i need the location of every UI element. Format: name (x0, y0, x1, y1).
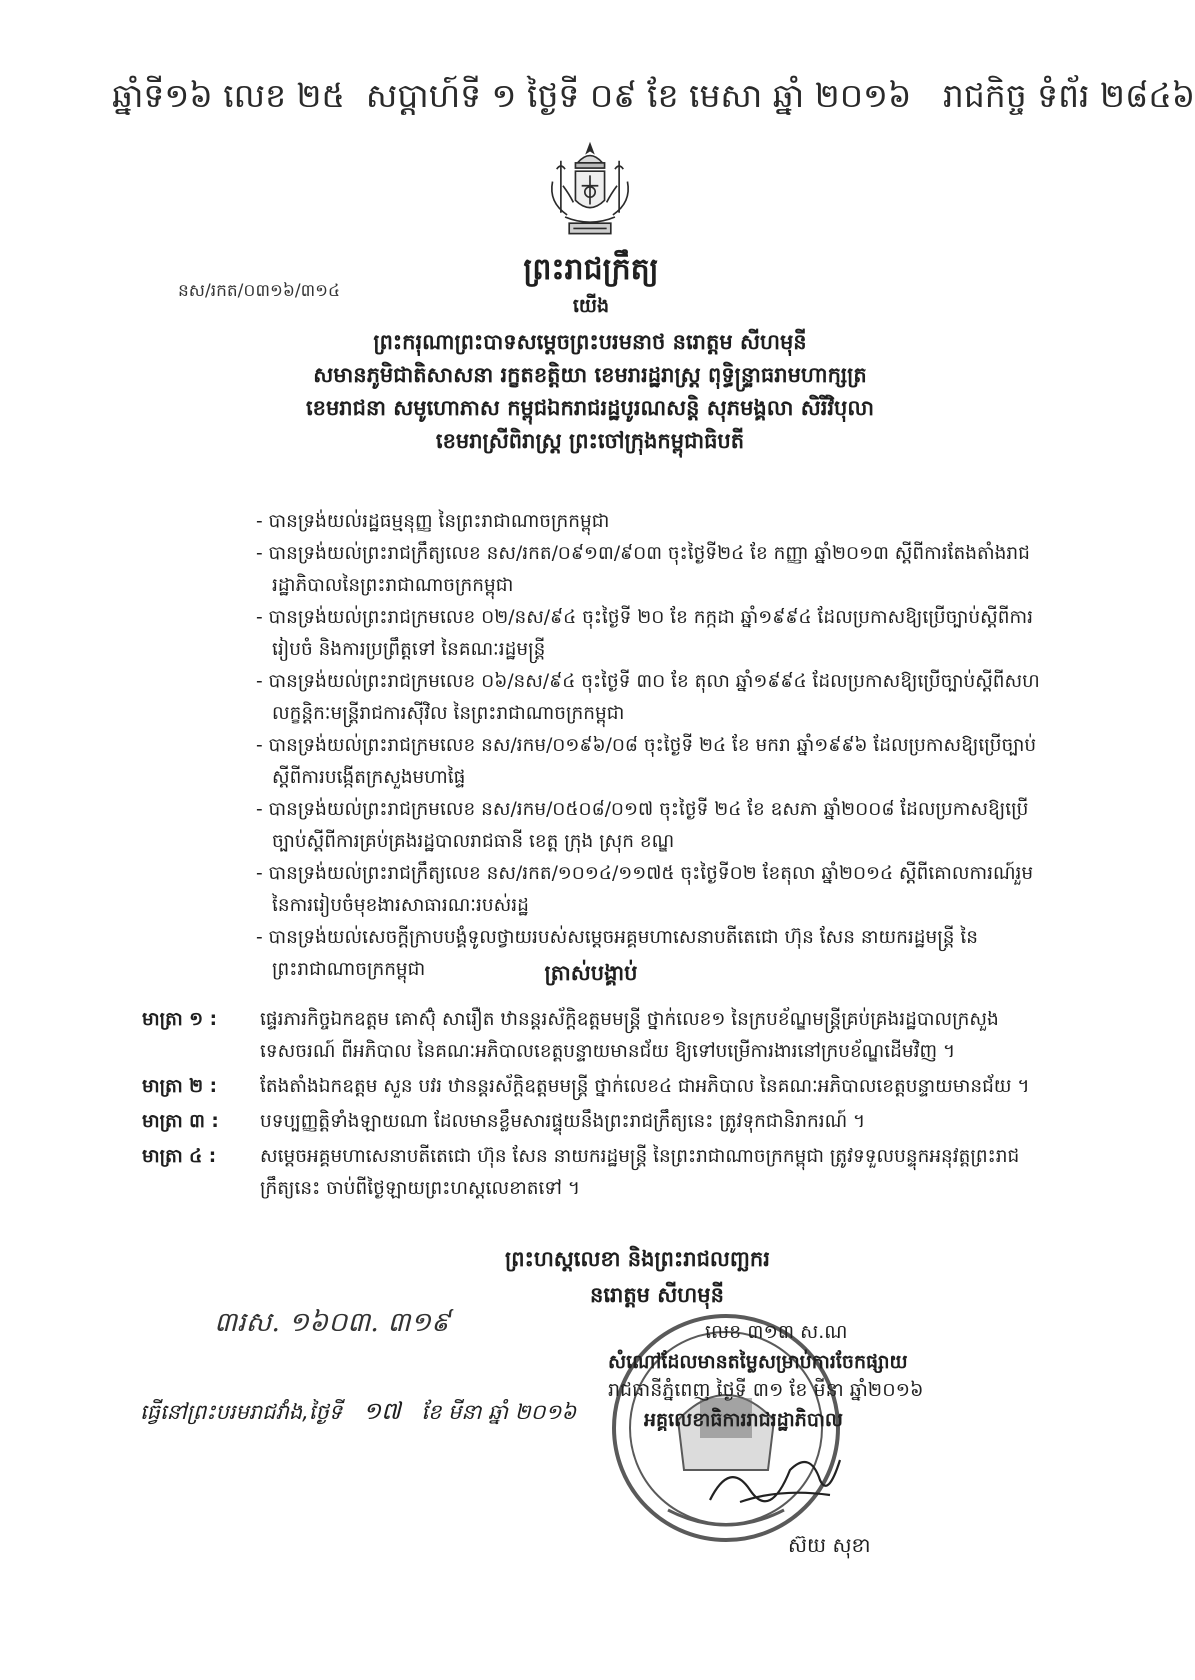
consideration-item: - បានទ្រង់យល់សេចក្តីក្រាបបង្គំទូលថ្វាយរបស់សម្តេចអគ្គមហាសេនាបតីតេជោ ហ៊ុន សែន នាយករដ្ឋមន្ត្រី នៃព្រះរាជាណាចក្រកម្ពុជា (256, 927, 978, 980)
place-date-day: ១៧ (362, 1397, 401, 1425)
gazette-header-line: ឆ្នាំទី១៦ លេខ ២៥ សប្តាហ៍ទី ១ ថ្ងៃទី ០៩ ខែ មេសា ឆ្នាំ ២០១៦ រាជកិច្ច ទំព័រ ២៨៤៦ (112, 76, 1195, 115)
consideration-item: - បានទ្រង់យល់រដ្ឋធម្មនុញ្ញ នៃព្រះរាជាណាចក្រកម្ពុជា (256, 511, 610, 532)
article-text: ផ្ទេរភារកិច្ចឯកឧត្តម គោស៊ុំ សារឿត ឋានន្តរស័ក្តិឧត្តមមន្ត្រី ថ្នាក់លេខ១ នៃក្របខ័ណ្ឌមន្ត្រីគ្រប់គ្រងរដ្ឋបាលក្រសួងទេសចរណ៍ ពីអភិបាល នៃគណៈអភិបាលខេត្តបន្ទាយមានជ័យ ឱ្យទៅបម្រើការងារនៅក្របខ័ណ្ឌដើមវិញ ។ (260, 1009, 999, 1062)
article-3 (142, 1106, 1034, 1138)
royal-title-line: ខេមរាជនា សមូហោភាស កម្ពុជឯករាជរដ្ឋបូរណសន្តិ សុភមង្គលា សិរីវិបុលា (305, 396, 875, 420)
decree-reference-number: នស/រកត/០៣១៦/៣១៤ (178, 281, 341, 301)
article-4 (142, 1141, 1034, 1205)
consideration-item: - បានទ្រង់យល់ព្រះរាជក្រមលេខ ០៦/នស/៩៤ ចុះថ្ងៃទី ៣០ ខែ តុលា ឆ្នាំ១៩៩៤ ដែលប្រកាសឱ្យប្រើច្បាប់ស្តីពីសហលក្ខន្តិកៈមន្ត្រីរាជការស៊ីវិល នៃព្រះរាជាណាចក្រកម្ពុជា (256, 671, 1040, 724)
royal-title-line: ព្រះករុណាព្រះបាទសម្តេចព្រះបរមនាថ នរោត្តម សីហមុនី (373, 330, 807, 354)
consideration-item: - បានទ្រង់យល់ព្រះរាជក្រមលេខ នស/រកម/០១៩៦/០៨ ចុះថ្ងៃទី ២៤ ខែ មករា ឆ្នាំ១៩៩៦ ដែលប្រកាសឱ្យប្រើច្បាប់ស្តីពីការបង្កើតក្រសួងមហាផ្ទៃ (256, 735, 1037, 788)
place-date-prefix: ធ្វើនៅព្រះបរមរាជវាំង,ថ្ងៃទី (140, 1400, 343, 1424)
article-label: មាត្រា ២ : (142, 1076, 218, 1097)
article-label: មាត្រា ១ : (142, 1009, 218, 1030)
articles-list (142, 1004, 1034, 1208)
royal-title-line: ខេមរាស្រីពិរាស្ត្រ ព្រះចៅក្រុងកម្ពុជាធិបតី (435, 429, 745, 453)
place-and-date (140, 1396, 576, 1431)
royal-arms-emblem-icon (538, 140, 642, 244)
command-heading: ត្រាស់បង្គាប់ (544, 961, 638, 985)
handwritten-registration-number: ៣រស. ១៦០៣. ៣១៩ (214, 1307, 451, 1338)
article-1 (142, 1004, 1034, 1068)
royal-signature-caption: ព្រះហស្តលេខា និងព្រះរាជលញ្ឆករ (505, 1247, 770, 1271)
article-text: តែងតាំងឯកឧត្តម សួន បវរ ឋានន្តរស័ក្តិឧត្តមមន្ត្រី ថ្នាក់លេខ៤ ជាអភិបាល នៃគណៈអភិបាលខេត្តបន្ទាយមានជ័យ ។ (260, 1076, 1030, 1097)
certified-copy-number: លេខ ៣១៣ ស.ណ (705, 1321, 848, 1343)
royal-titles-block (150, 326, 1030, 458)
place-date-suffix: ខែ មីនា ឆ្នាំ ២០១៦ (421, 1400, 577, 1424)
royal-signature-name: នរោត្តម សីហមុនី (590, 1283, 724, 1307)
royal-title-line: សមានភូមិជាតិសាសនា រក្ខតខត្តិយា ខេមរារដ្ឋរាស្ត្រ ពុទ្ធិន្ទ្រាធរាមហាក្សត្រ (313, 363, 867, 387)
handwritten-signature-icon (700, 1440, 850, 1520)
consideration-item: - បានទ្រង់យល់ព្រះរាជក្រឹត្យលេខ នស/រកត/១០១៤/១១៧៥ ចុះថ្ងៃទី០២ ខែតុលា ឆ្នាំ២០១៤ ស្តីពីគោលការណ៍រួមនៃការរៀបចំមុខងារសាធារណៈរបស់រដ្ឋ (256, 863, 1034, 916)
consideration-item: - បានទ្រង់យល់ព្រះរាជក្រឹត្យលេខ នស/រកត/០៩១៣/៩០៣ ចុះថ្ងៃទី២៤ ខែ កញ្ញា ឆ្នាំ២០១៣ ស្តីពីការតែងតាំងរាជរដ្ឋាភិបាលនៃព្រះរាជាណាចក្រកម្ពុជា (256, 543, 1030, 596)
article-text: សម្តេចអគ្គមហាសេនាបតីតេជោ ហ៊ុន សែន នាយករដ្ឋមន្ត្រី នៃព្រះរាជាណាចក្រកម្ពុជា ត្រូវទទួលបន្ទុកអនុវត្តព្រះរាជក្រឹត្យនេះ ចាប់ពីថ្ងៃឡាយព្រះហស្តលេខាតទៅ ។ (260, 1146, 1020, 1199)
article-label: មាត្រា ៣ : (142, 1111, 219, 1132)
consideration-item: - បានទ្រង់យល់ព្រះរាជក្រមលេខ ០២/នស/៩៤ ចុះថ្ងៃទី ២០ ខែ កក្កដា ឆ្នាំ១៩៩៤ ដែលប្រកាសឱ្យប្រើច្បាប់ស្តីពីការរៀបចំ និងការប្រព្រឹត្តទៅ នៃគណៈរដ្ឋមន្ត្រី (256, 607, 1034, 660)
article-2 (142, 1071, 1034, 1103)
article-text: បទប្បញ្ញត្តិទាំងឡាយណា ដែលមានខ្លឹមសារផ្ទុយនឹងព្រះរាជក្រឹត្យនេះ ត្រូវទុកជានិរាករណ៍ ។ (260, 1111, 866, 1132)
article-label: មាត្រា ៤ : (142, 1146, 217, 1167)
document-title: ព្រះរាជក្រឹត្យ (523, 252, 659, 287)
consideration-item: - បានទ្រង់យល់ព្រះរាជក្រមលេខ នស/រកម/០៥០៨/០១៧ ចុះថ្ងៃទី ២៤ ខែ ឧសភា ឆ្នាំ២០០៨ ដែលប្រកាសឱ្យប្រើច្បាប់ស្តីពីការគ្រប់គ្រងរដ្ឋបាលរាជធានី ខេត្ត ក្រុង ស្រុក ខណ្ឌ (256, 799, 1029, 852)
considerations-list (256, 506, 1046, 986)
we-heading: យើង (572, 295, 610, 317)
certified-copy-office: អគ្គលេខាធិការរាជរដ្ឋាភិបាល (644, 1409, 843, 1431)
certified-copy-line: សំណៅដែលមានតម្លៃសម្រាប់ការចែកផ្សាយ (608, 1351, 908, 1373)
certified-copy-date: រាជធានីភ្នំពេញ ថ្ងៃទី ៣១ ខែ មីនា ឆ្នាំ២០១៦ (608, 1379, 924, 1401)
certifying-signer-name: ស៊យ សុខា (788, 1533, 871, 1557)
